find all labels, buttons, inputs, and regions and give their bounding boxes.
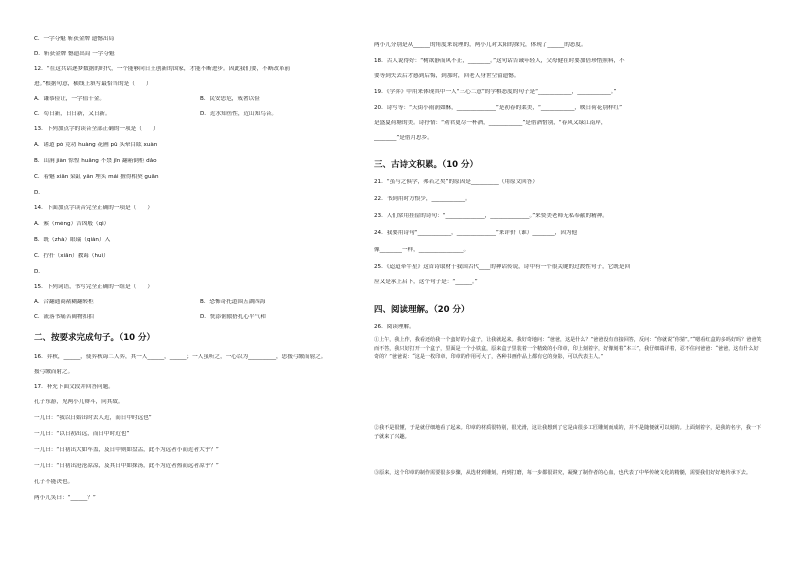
q22-stem: 22．书到用时方恨少，____________。 bbox=[374, 196, 471, 202]
reading-paragraph-2: ②我不是很懂，于是就仔细地看了起来。印章的材质很特别，很光滑，这让我想到了它是由很多工匠雕刻而成的，并不是随便就可以刻的。上面刻着字，是我的名字，我一下子就来了兴趣。 bbox=[374, 425, 762, 440]
q15-option-b: B．恐怖奇托道围五湖四海 bbox=[200, 299, 266, 305]
q12-option-a: A．谦恭俭让，一字值千金。 bbox=[34, 96, 105, 102]
dialogue-line: 一儿曰：“日初出大如车盖，及日中则如盘盂，此不为远者小而近者大乎？” bbox=[34, 447, 219, 453]
q26-stem: 26．阅读理解。 bbox=[374, 324, 415, 330]
q25-stem: 25．《迢迢牵牛星》这首诗取材于我国古代____的神话传说，诗中有一个很关键的过渡性句子，它既是回 bbox=[374, 264, 631, 270]
q13-option-b: B．山涧 jiàn 惊惶 huāng 不禁 jīn 翻箱倒柜 dǎo bbox=[34, 158, 157, 164]
dialogue-line: 一儿曰：“我以日始出时去人近，而日中时远也” bbox=[34, 415, 152, 421]
q17-answer-line: 两小儿分别是从______的角度来说理的，两小儿对太阳的探究，体现了______的态度。 bbox=[374, 42, 587, 48]
q13-option-d: D． bbox=[34, 190, 44, 196]
q12-option-d: D．近水知鱼性，近山知鸟音。 bbox=[200, 111, 278, 117]
section-4-title: 四、阅读理解。（20 分） bbox=[374, 305, 470, 315]
q14-option-a: A．萦（méng）吉凶般（qì） bbox=[34, 221, 110, 227]
section-3-title: 三、古诗文积累。（10 分） bbox=[374, 160, 479, 170]
q20-stem-cont: 是盛夏荷塘的美。诗抒情：“劝君更尽一杯酒，____________”是借酒惜别，“春风又绿江南岸， bbox=[374, 120, 607, 126]
q13-option-a: A．诸道 pò 竞功 huàng 花圃 pǔ 头晕目眩 xuàn bbox=[34, 142, 158, 148]
dialogue-line: 孔子不能决也。 bbox=[34, 479, 74, 485]
q17-stem: 17．补充下面文段并回答问题。 bbox=[34, 384, 114, 390]
q13-option-c: C．着魅 xiān 染缸 yǎn 埋头 mái 擅得相契 guān bbox=[34, 174, 159, 180]
q19-stem: 19．《学弈》中用来体现其中一人“三心二意”的学棋态度的句子是“____________，____________。” bbox=[374, 89, 617, 95]
q12-options-ab bbox=[34, 96, 370, 103]
q15-options-ab bbox=[34, 299, 370, 306]
reading-paragraph-3: ③原来，这个印章的制作需要很多步骤，从选材到雕刻，再到打磨，每一步都很讲究，凝聚了制作者的心血，也代表了中华传统文化的精髓，需要我们好好地传承下去。 bbox=[374, 470, 751, 476]
q24-stem: 24．我要用诗句“____________，______________”来评价（谁）________，因为他 bbox=[374, 230, 578, 236]
q25-stem-cont: 应又是承上启下，这个句子是：“______。” bbox=[374, 279, 478, 285]
q14-option-c: C．拧扦（xiān）教诲（huì） bbox=[34, 253, 109, 259]
q11-option-c: C．一字夺魁 斩获金牌 遗憾出局 bbox=[34, 36, 115, 42]
q15-option-a: A．合翻通商裱糊翻转柜 bbox=[34, 299, 94, 305]
q18-stem-cont: 要等到失去后才感到后悔，到那时，回老人身世空留遗憾。 bbox=[374, 73, 520, 79]
section-2-title: 二、按要求完成句子。（10 分） bbox=[34, 333, 156, 343]
q15-stem: 15．下列词语，书写完全正确的一组是（ ） bbox=[34, 284, 153, 290]
q14-option-b: B．既（zhà）眼瑞（qián）入 bbox=[34, 237, 111, 243]
q23-stem: 23．人们常用挂留的诗句：“______________，______________。”来赞美老师无私奉献的精神。 bbox=[374, 213, 608, 219]
reading-paragraph-1: ①上午，我上作，我看还给我一个蛮好的小盒子，让我就起来。我好奇地问：“爸爸，这是什么？”爸爸没有直接回答，反问：“你就说“你猜”。”“嗯看红盒的多吗好吗？爸爸笑而不答，我只好打开一个盒子，里面是一个小铁盒，原来盒子里装着一个精致的小印章，印上刻着字，好像刻着“本三”，我仔细端详着，忍不住问爸爸：“爸爸，这有什么好奇的？”爸爸说：“这是一枚印章，印章的作用可大了，各种书画作品上都有它的身影，可以代表主人。” bbox=[374, 337, 762, 361]
dialogue-line: 两小儿笑曰：“______？” bbox=[34, 495, 96, 501]
right-column bbox=[374, 8, 762, 486]
q18-stem: 18．古人说得好：“树欲静而风不止，________。”这句话告诫年轻人，父母健在时要加倍珍惜照料，不 bbox=[374, 58, 625, 64]
q12-option-c: C．苟日新，日日新，又日新。 bbox=[34, 111, 111, 117]
dialogue-line: 一儿曰：“日初出沧沧凉凉，及其日中如探汤，此不为近者热而远者凉乎？” bbox=[34, 463, 219, 469]
q11-option-d: D．斩获金牌 憾遗出局 一字夺魁 bbox=[34, 51, 115, 57]
dialogue-line: 孔子东游，见两小儿辩斗，问其故。 bbox=[34, 399, 124, 405]
q15-options-cd bbox=[34, 314, 370, 321]
dialogue-line: 一儿曰：“以日初出远，而日中时近也” bbox=[34, 431, 130, 437]
q12-stem: 12．“在这共话逐梦数据的时代，一个能够向日王创新的国家，才能不断进步。因此我们要，不断改革前 bbox=[34, 66, 291, 72]
q20-stem: 20．诗写等：“天街小雨润如酥，______________”是初春的柔美，“____________，映日荷花别样红” bbox=[374, 105, 623, 111]
q16-text: 16．弈秋，______，使弈秋诲二人弈，其一人______，______；一人虽听之，一心以为__________，思援弓缴而射之。 bbox=[34, 354, 327, 360]
left-column bbox=[34, 8, 370, 502]
q15-option-d: D．恍添倨傲搭扎心平气和 bbox=[200, 314, 266, 320]
q12-option-b: B．民安思危，戒奢以俭 bbox=[200, 96, 260, 102]
q15-option-c: C．流落书痛苦阔物扣拍 bbox=[34, 314, 94, 320]
q20-stem-end: ________”是借月思乡。 bbox=[374, 135, 433, 141]
q12-stem-cont: 进。”根据句意，横线上填写最恰当的是（ ） bbox=[34, 81, 152, 87]
q24-stem-cont: 像________一样，________________。 bbox=[374, 247, 470, 253]
q21-stem: 21．“虽与之俱学，弗若之矣”的原因是__________（用原文回答） bbox=[374, 179, 538, 185]
q12-options-cd bbox=[34, 111, 370, 118]
q14-option-d: D． bbox=[34, 269, 44, 275]
q14-stem: 14．下面加点字读音完全正确的一项是（ ） bbox=[34, 205, 153, 211]
q13-stem: 13．下列加点字的读音全部正确的一项是（ ） bbox=[34, 126, 159, 132]
q16-text-cont: 援弓缴而射之。 bbox=[34, 369, 74, 375]
